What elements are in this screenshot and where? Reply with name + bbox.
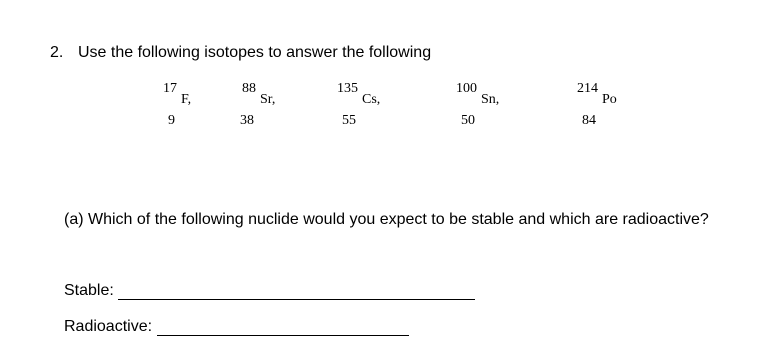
question-text: Use the following isotopes to answer the following — [78, 44, 432, 61]
radioactive-label: Radioactive: — [64, 318, 153, 335]
element-symbol: Sn, — [481, 92, 500, 107]
atomic-number: 84 — [582, 113, 596, 128]
atomic-number: 9 — [168, 113, 175, 128]
element-symbol: Sr, — [260, 92, 276, 107]
question-heading — [50, 44, 431, 62]
element-symbol: Po — [602, 92, 617, 107]
radioactive-answer-blank[interactable] — [157, 334, 409, 336]
element-symbol: Cs, — [362, 92, 381, 107]
element-symbol: F, — [181, 92, 192, 107]
mass-number: 88 — [242, 81, 256, 96]
atomic-number: 55 — [342, 113, 356, 128]
mass-number: 135 — [337, 81, 358, 96]
stable-answer-row — [64, 282, 114, 300]
mass-number: 214 — [577, 81, 598, 96]
mass-number: 17 — [163, 81, 177, 96]
stable-answer-blank[interactable] — [118, 298, 475, 300]
atomic-number: 38 — [240, 113, 254, 128]
radioactive-answer-row — [64, 318, 152, 336]
mass-number: 100 — [456, 81, 477, 96]
stable-label: Stable: — [64, 282, 114, 299]
atomic-number: 50 — [461, 113, 475, 128]
question-number: 2. — [50, 44, 64, 61]
part-a-question: (a) Which of the following nuclide would you expect to be stable and which are radioactive? — [64, 211, 709, 228]
